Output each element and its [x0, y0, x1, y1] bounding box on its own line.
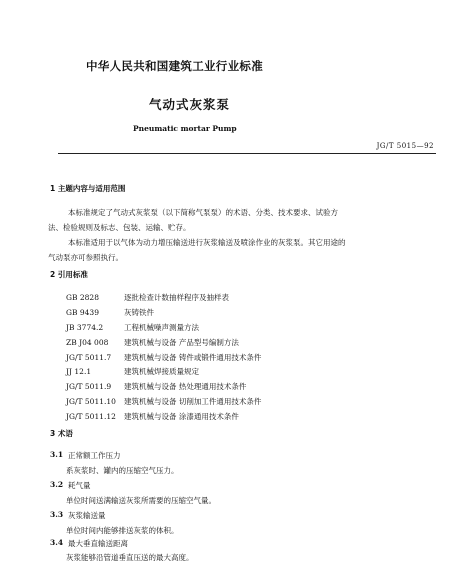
- reference-item: [66, 337, 239, 348]
- section-1-para2-line1: 本标准适用于以气体为动力增压输送进行灰浆输送及喷涂作业的灰浆泵。其它用途的: [68, 238, 346, 247]
- reference-title: 建筑机械与设备 热处理通用技术条件: [124, 382, 247, 391]
- term-name: 耗气量: [68, 481, 91, 490]
- term-number: 3.3: [50, 510, 64, 519]
- reference-code: JG/T 5011.7: [66, 353, 112, 362]
- reference-item: [66, 292, 229, 303]
- reference-title: 建筑机械与设备 涂漆通用技术条件: [124, 412, 239, 421]
- reference-title: 建筑机械与设备 铸件或锻件通用技术条件: [124, 353, 262, 362]
- reference-code: GB 9439: [66, 308, 99, 317]
- reference-title: 工程机械噪声测量方法: [124, 323, 199, 332]
- reference-item: [66, 396, 261, 407]
- reference-code: JG/T 5011.10: [66, 397, 116, 406]
- term-name: 正常额工作压力: [68, 451, 121, 460]
- reference-title: 逐批检查计数抽样程序及抽样表: [124, 293, 229, 302]
- section-2-heading: 2 引用标准: [50, 270, 88, 279]
- document-title-english: Pneumatic mortar Pump: [133, 124, 237, 133]
- section-3-heading: 3 术语: [50, 429, 73, 438]
- section-1-para1-line1: 本标准规定了气动式灰浆泵（以下简称气泵泵）的术语、分类、技术要求、试验方: [68, 208, 338, 217]
- reference-code: JG/T 5011.12: [66, 412, 116, 421]
- term-definition: 单位时间送满输送灰浆所需要的压缩空气量。: [66, 496, 216, 505]
- reference-code: ZB J04 008: [66, 338, 109, 347]
- reference-title: 建筑机械与设备 切削加工件通用技术条件: [124, 397, 262, 406]
- reference-code: GB 2828: [66, 293, 99, 302]
- term-number: 3.4: [50, 538, 64, 547]
- reference-title: 建筑机械与设备 产品型号编制方法: [124, 338, 239, 347]
- standard-type-header: 中华人民共和国建筑工业行业标准: [86, 59, 263, 73]
- term-definition: 单位时间内能够排送灰浆的体积。: [66, 526, 179, 535]
- reference-code: JJ 12.1: [66, 367, 92, 376]
- term-number: 3.1: [50, 450, 64, 459]
- document-title: 气动式灰浆泵: [149, 97, 231, 112]
- reference-title: 灰铸铁件: [124, 308, 154, 317]
- reference-item: [66, 366, 199, 377]
- reference-code: JB 3774.2: [66, 323, 104, 332]
- term-definition: 系灰浆时、罐内的压缩空气压力。: [66, 466, 179, 475]
- term-name: 最大垂直输送距离: [68, 539, 128, 548]
- reference-item: [66, 307, 154, 318]
- term-definition: 灰浆能够沿管道垂直压送的最大高度。: [66, 553, 194, 562]
- standard-code: JG/T 5015—92: [376, 142, 434, 150]
- reference-item: [66, 411, 239, 422]
- term-name: 灰浆输送量: [68, 511, 106, 520]
- reference-item: [66, 322, 199, 333]
- term-number: 3.2: [50, 480, 64, 489]
- reference-code: JG/T 5011.9: [66, 382, 112, 391]
- reference-title: 建筑机械焊接质量规定: [124, 367, 199, 376]
- header-divider: [58, 153, 436, 154]
- section-1-para2-line2: 气动泵亦可参照执行。: [48, 253, 123, 262]
- reference-item: [66, 352, 261, 363]
- reference-item: [66, 381, 246, 392]
- section-1-para1-line2: 法、检验规则及标志、包装、运输、贮存。: [48, 223, 191, 232]
- section-1-heading: 1 主题内容与适用范围: [50, 184, 126, 193]
